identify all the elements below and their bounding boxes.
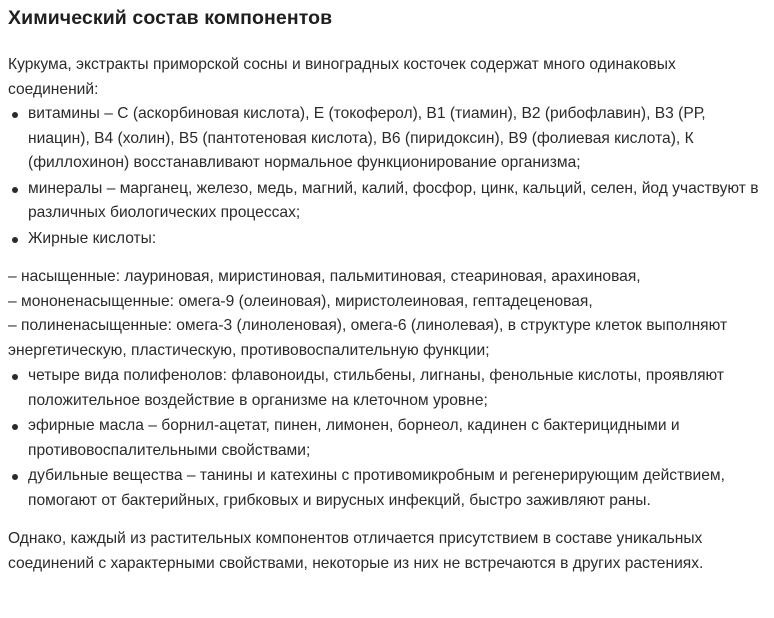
list-item-tannins (28, 464, 760, 513)
bullet-icon (12, 374, 18, 380)
bullet-icon (12, 424, 18, 430)
list-item-text: минералы – марганец, железо, медь, магний, калий, фосфор, цинк, кальций, селен, йод участвуют в различных биологических процессах; (28, 179, 759, 221)
list-item-text: четыре вида полифенолов: флавоноиды, стильбены, лигнаны, фенольные кислоты, проявляют положительное воздействие в организме на клеточном уровне; (28, 367, 725, 409)
bullet-icon (12, 112, 18, 118)
list-item-vitamins (28, 102, 760, 176)
bullet-icon (12, 237, 18, 243)
list-item-text: витамины – С (аскорбиновая кислота), Е (токоферол), В1 (тиамин), В2 (рибофлавин), В3 (РР, ниацин), В4 (холин), В5 (пантотеновая кислота), В6 (пиридоксин), В9 (фолиевая кислота), К (филлохинон) восстанавливают нормальное функционирование организма; (28, 105, 706, 171)
list-item-polyphenols (28, 364, 760, 413)
fatty-acid-polyunsaturated: – полиненасыщенные: омега-3 (линоленовая), омега-6 (линолевая), в структуре клеток выполняют энергетическую, пластическую, противовоспалительную функции; (8, 317, 728, 359)
list-item-text: Жирные кислоты: (28, 229, 157, 247)
closing-paragraph: Однако, каждый из растительных компонентов отличается присутствием в составе уникальных соединений с характерными свойствами, некоторые из них не встречаются в других растениях. (8, 530, 704, 572)
intro-paragraph: Куркума, экстракты приморской сосны и виноградных косточек содержат много одинаковых соединений: (8, 56, 676, 98)
list-item-fatty-acids (28, 227, 760, 252)
list-item-essential-oils (28, 414, 760, 463)
fatty-acid-monounsaturated: – мононенасыщенные: омега-9 (олеиновая), миристолеиновая, гептадеценовая, (8, 292, 593, 310)
list-item-text: дубильные вещества – танины и катехины с противомикробным и регенерирующим действием, помогают от бактерийных, грибковых и вирусных инфекций, быстро заживляют раны. (28, 467, 725, 509)
bullet-icon (12, 187, 18, 193)
list-item-text: эфирные масла – борнил-ацетат, пинен, лимонен, борнеол, кадинен с бактерицидными и противовоспалительными свойствами; (28, 417, 680, 459)
fatty-acid-saturated: – насыщенные: лауриновая, миристиновая, пальмитиновая, стеариновая, арахиновая, (8, 268, 641, 285)
list-item-minerals (28, 177, 760, 226)
compounds-list (8, 102, 760, 251)
section-title: Химический состав компонентов (8, 7, 333, 29)
fatty-acids-block (8, 265, 760, 363)
bullet-icon (12, 474, 18, 480)
compounds-list-continued (8, 364, 760, 513)
